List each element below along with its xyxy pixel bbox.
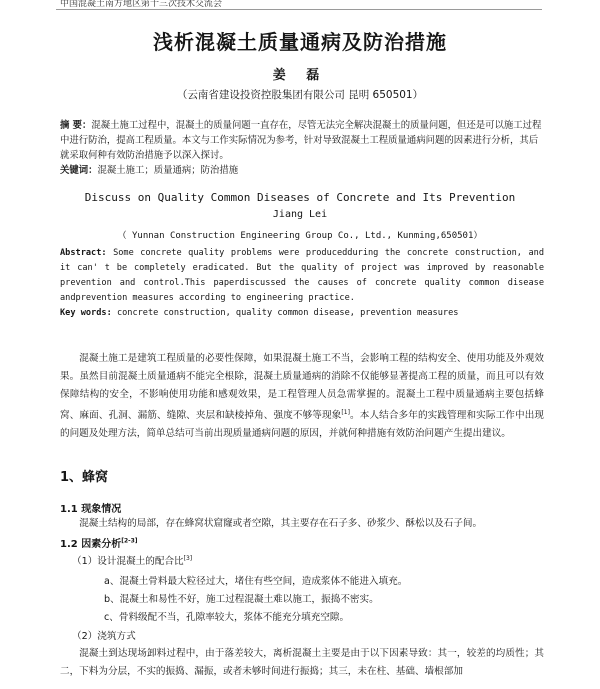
subsection-1-2-title: 1.2 因素分析 bbox=[60, 539, 122, 550]
running-header: 中国混凝土南方地区第十三次技术交流会 bbox=[60, 0, 223, 9]
keywords-label-cn: 关键词： bbox=[60, 165, 98, 176]
author-affiliation-en: （ Yunnan Construction Engineering Group Co., Ltd., Kunming,650501） bbox=[117, 231, 483, 241]
keywords-text-cn: 混凝土施工；质量通病；防治措施 bbox=[97, 165, 239, 176]
list-item-1b: b、混凝土和易性不好，施工过程混凝土难以施工，振捣不密实。 bbox=[104, 594, 379, 605]
intro-paragraph bbox=[60, 350, 544, 443]
list-item-1-ref: [3] bbox=[183, 554, 193, 562]
abstract-en bbox=[60, 246, 544, 321]
abstract-cn bbox=[60, 118, 544, 178]
list-item-1c: c、骨料级配不当，孔隙率较大，浆体不能充分填充空隙。 bbox=[104, 612, 350, 623]
keywords-label-en: Key words: bbox=[60, 308, 112, 318]
paper-title-en: Discuss on Quality Common Diseases of Concrete and Its Prevention bbox=[84, 191, 516, 204]
author-name-en: Jiang Lei bbox=[272, 209, 328, 220]
author-affiliation: （云南省建设投资控股集团有限公司 昆明 650501） bbox=[176, 89, 424, 101]
abstract-text-cn: 混凝土施工过程中，混凝土的质量问题一直存在，尽管无法完全解决混凝土的质量问题，但还是可以施工过程中进行防治，提高工程质量。本文与工作实际情况为参考，针对导致混凝土工程质量通病问题的因素进行分析，其后就采取何种有效防治措施予以深入探讨。 bbox=[60, 120, 542, 161]
intro-tail: 。本人结合多年的实践管理和实际工作中出现的问题及处理方法，简单总结可当前出现质量通病问题的原因，并就何种措施有效防治问题产生提出建议。 bbox=[60, 410, 545, 440]
header-rule bbox=[56, 9, 542, 10]
abstract-label-cn: 摘 要： bbox=[60, 120, 92, 131]
list-item-1-text: （1）设计混凝土的配合比 bbox=[72, 556, 184, 567]
keywords-text-en: concrete construction, quality common disease, prevention measures bbox=[116, 308, 459, 318]
abstract-label-en: Abstract: bbox=[60, 248, 107, 258]
subsection-heading-1-1: 1.1 现象情况 bbox=[60, 504, 122, 515]
subsection-1-2-ref: [2-3] bbox=[121, 537, 138, 545]
intro-ref: [1] bbox=[341, 409, 350, 416]
list-item-2: （2）浇筑方式 bbox=[72, 631, 136, 642]
subsection-1-1-text: 混凝土结构的局部，存在蜂窝状窟窿或者空隙，其主要存在石子多、砂浆少、酥松以及石子间。 bbox=[79, 518, 483, 529]
list-item-1a: a、混凝土骨料最大粒径过大，堵住有些空间，造成浆体不能进入填充。 bbox=[104, 576, 408, 587]
list-item-2-text: 混凝土到达现场卸料过程中，由于落差较大，离析混凝土主要是由于以下因素导致：其一，较差的均质性；其二，下料为分层，不实的振捣、漏振，或者未够时间进行振捣；其三，未在柱、基础、墙根部加 bbox=[60, 648, 544, 677]
abstract-text-en: Some concrete quality problems were producedduring the concrete construction, and it can' t be completely eradicated. But the quality of project was improved by reasonable prevention and control.This paperdiscussed the causes of concrete quality common disease andprevention measures according to engineering practice. bbox=[60, 248, 544, 303]
subsection-heading-1-2 bbox=[60, 535, 138, 550]
intro-text: 混凝土施工是建筑工程质量的必要性保障，如果混凝土施工不当，会影响工程的结构安全、使用功能及外观效果。虽然目前混凝土质量通病不能完全根除，混凝土质量通病的消除不仅能够显著提高工程的质量，而且可以有效保障结构的安全，不影响使用功能和感观效果，是工程管理人员急需掌握的。混凝土工程中质量通病主要包括蜂窝、麻面、孔洞、漏筋、缝隙、夹层和缺棱掉角、强度不够等现象 bbox=[60, 353, 544, 422]
list-item-1 bbox=[72, 553, 192, 567]
author-name: 姜 磊 bbox=[272, 68, 328, 83]
section-heading-1: 1、蜂窝 bbox=[60, 470, 109, 485]
paper-title: 浅析混凝土质量通病及防治措施 bbox=[153, 30, 447, 54]
